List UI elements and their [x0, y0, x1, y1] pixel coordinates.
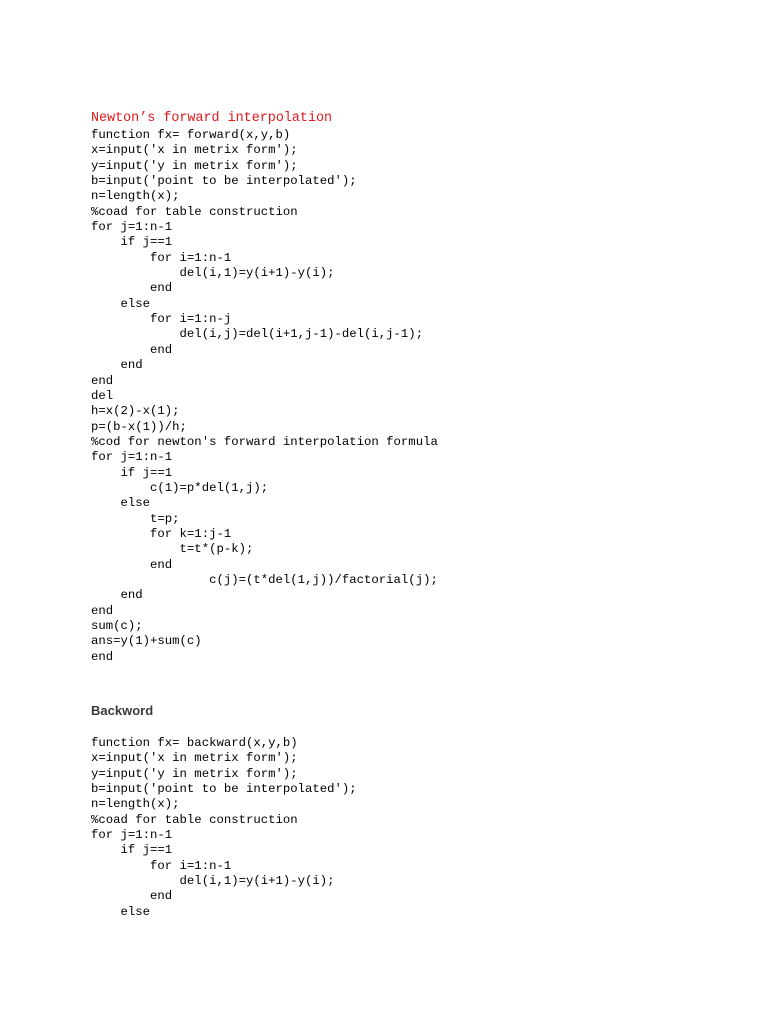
- code-line: end: [91, 603, 114, 618]
- backward-code-block: [91, 736, 357, 920]
- code-line: end: [91, 889, 173, 904]
- code-line: sum(c);: [91, 619, 143, 633]
- code-line: else: [91, 496, 151, 511]
- code-line: n=length(x);: [91, 189, 180, 204]
- code-line: c(j)=(t*del(1,j))/factorial(j);: [91, 572, 438, 587]
- code-line: ans=y(1)+sum(c): [91, 634, 202, 649]
- code-line: b=input('point to be interpolated');: [91, 174, 357, 189]
- backward-heading: Backword: [91, 703, 154, 718]
- code-line: for j=1:n-1: [91, 220, 173, 235]
- code-line: end: [91, 557, 173, 572]
- code-line: for k=1:j-1: [91, 526, 232, 541]
- code-line: if j==1: [91, 235, 173, 250]
- code-line: end: [91, 588, 143, 603]
- code-line: p=(b-x(1))/h;: [91, 419, 187, 434]
- code-line: function fx= backward(x,y,b): [91, 736, 298, 750]
- code-line: del(i,j)=del(i+1,j-1)-del(i,j-1);: [91, 327, 424, 342]
- code-line: t=p;: [91, 511, 180, 526]
- code-line: for j=1:n-1: [91, 828, 173, 843]
- code-line: end: [91, 649, 114, 664]
- code-line: y=input('y in metrix form');: [91, 766, 298, 781]
- code-line: for i=1:n-j: [91, 312, 232, 327]
- code-line: function fx= forward(x,y,b): [91, 128, 291, 142]
- code-line: if j==1: [91, 843, 173, 858]
- code-line: for j=1:n-1: [91, 450, 173, 465]
- code-line: t=t*(p-k);: [91, 542, 254, 557]
- code-line: c(1)=p*del(1,j);: [91, 480, 269, 495]
- forward-interpolation-heading: Newton’s forward interpolation: [91, 111, 333, 126]
- code-line: %coad for table construction: [91, 204, 298, 219]
- code-line: x=input('x in metrix form');: [91, 143, 298, 158]
- code-line: b=input('point to be interpolated');: [91, 782, 357, 797]
- code-line: end: [91, 342, 173, 357]
- code-line: del(i,1)=y(i+1)-y(i);: [91, 874, 335, 889]
- code-line: for i=1:n-1: [91, 250, 232, 265]
- code-line: else: [91, 904, 151, 919]
- code-line: %coad for table construction: [91, 812, 298, 827]
- code-line: del: [91, 388, 114, 403]
- code-line: end: [91, 281, 173, 296]
- code-line: for i=1:n-1: [91, 858, 232, 873]
- code-line: end: [91, 358, 143, 373]
- code-line: else: [91, 296, 151, 311]
- code-line: h=x(2)-x(1);: [91, 404, 180, 419]
- code-line: n=length(x);: [91, 797, 180, 812]
- code-line: x=input('x in metrix form');: [91, 751, 298, 766]
- code-line: del(i,1)=y(i+1)-y(i);: [91, 266, 335, 281]
- code-line: %cod for newton's forward interpolation formula: [91, 434, 438, 449]
- code-line: y=input('y in metrix form');: [91, 158, 298, 173]
- forward-code-block: [91, 128, 438, 665]
- code-line: if j==1: [91, 465, 173, 480]
- code-line: end: [91, 373, 114, 388]
